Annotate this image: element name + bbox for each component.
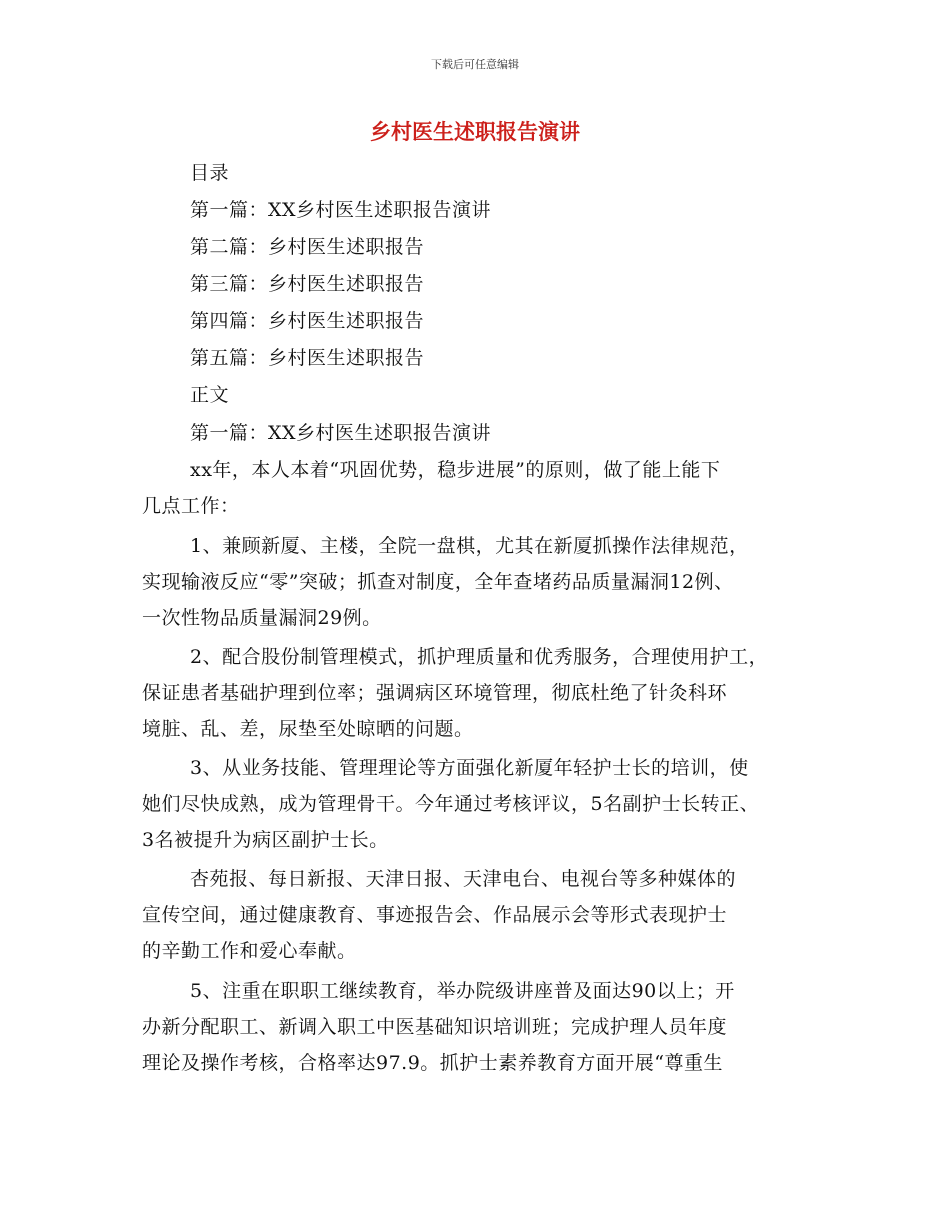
paragraph-line: xx年，本人本着“巩固优势，稳步进展”的原则，做了能上能下 xyxy=(190,459,721,481)
body-label: 正文 xyxy=(190,384,230,406)
paragraph-line: 的辛勤工作和爱心奉献。 xyxy=(142,940,357,962)
paragraph-line: 保证患者基础护理到位率；强调病区环境管理，彻底杜绝了针灸科环 xyxy=(142,682,728,704)
header-note: 下载后可任意编辑 xyxy=(431,58,519,71)
paragraph-line: 境脏、乱、差，尿垫至处晾晒的问题。 xyxy=(142,718,474,740)
paragraph-line: 3名被提升为病区副护士长。 xyxy=(142,829,389,851)
paragraph-line: 她们尽快成熟，成为管理骨干。今年通过考核评议，5名副护士长转正、 xyxy=(142,793,760,815)
paragraph-line: 5、注重在职职工继续教育，举办院级讲座普及面达90以上；开 xyxy=(190,980,735,1002)
toc-item-1: 第一篇：XX乡村医生述职报告演讲 xyxy=(190,199,492,221)
paragraph-line: 理论及操作考核，合格率达97.9。抓护士素养教育方面开展“尊重生 xyxy=(142,1052,724,1074)
paragraph-line: 实现输液反应“零”突破；抓查对制度，全年查堵药品质量漏洞12例、 xyxy=(142,571,734,593)
toc-item-2: 第二篇：乡村医生述职报告 xyxy=(190,236,425,258)
toc-label: 目录 xyxy=(190,162,230,184)
toc-item-4: 第四篇：乡村医生述职报告 xyxy=(190,310,425,332)
paragraph-line: 宣传空间，通过健康教育、事迹报告会、作品展示会等形式表现护士 xyxy=(142,904,728,926)
paragraph-line: 1、兼顾新厦、主楼，全院一盘棋，尤其在新厦抓操作法律规范， xyxy=(190,535,749,557)
paragraph-line: 几点工作： xyxy=(142,495,240,517)
toc-item-5: 第五篇：乡村医生述职报告 xyxy=(190,347,425,369)
document-title: 乡村医生述职报告演讲 xyxy=(370,120,580,144)
paragraph-line: 3、从业务技能、管理理论等方面强化新厦年轻护士长的培训，使 xyxy=(190,757,749,779)
paragraph-line: 一次性物品质量漏洞29例。 xyxy=(142,607,382,629)
paragraph-line: 2、配合股份制管理模式，抓护理质量和优秀服务，合理使用护工， xyxy=(190,646,769,668)
paragraph-line: 办新分配职工、新调入职工中医基础知识培训班；完成护理人员年度 xyxy=(142,1016,728,1038)
section-heading: 第一篇：XX乡村医生述职报告演讲 xyxy=(190,422,492,444)
toc-item-3: 第三篇：乡村医生述职报告 xyxy=(190,273,425,295)
paragraph-line: 杏苑报、每日新报、天津日报、天津电台、电视台等多种媒体的 xyxy=(190,868,737,890)
